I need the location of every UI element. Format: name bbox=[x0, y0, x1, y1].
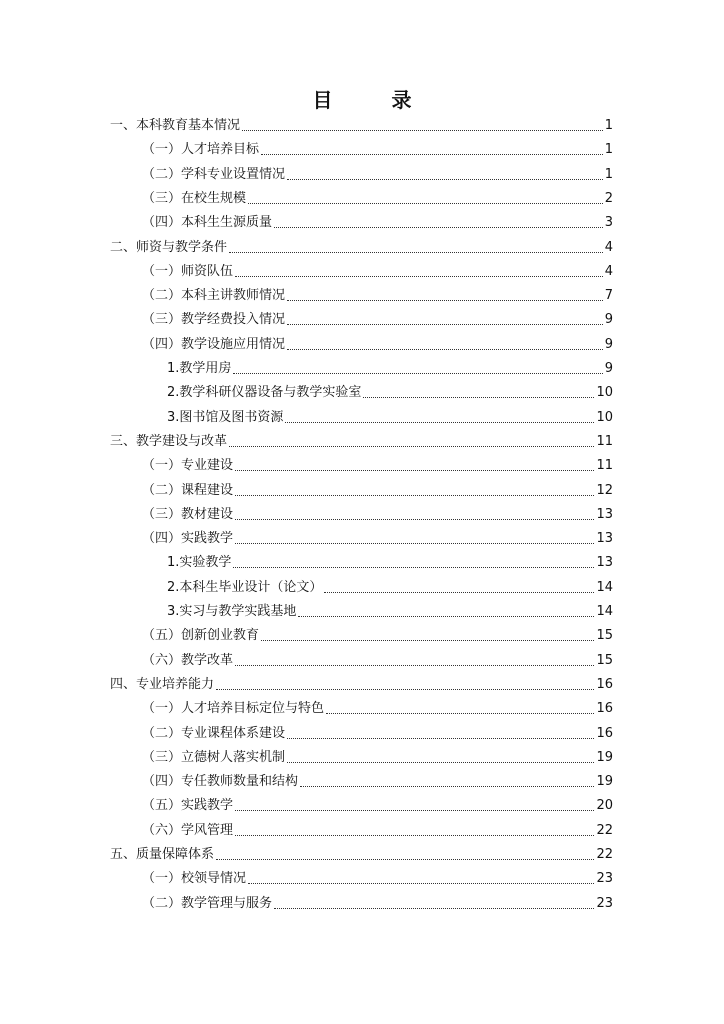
dot-leader bbox=[285, 422, 594, 423]
toc-entry-label: （三）在校生规模 bbox=[142, 190, 247, 206]
toc-entry-page-number: 13 bbox=[596, 555, 613, 571]
toc-entry[interactable] bbox=[142, 505, 613, 525]
toc-entry-label: 2.教学科研仪器设备与教学实验室 bbox=[167, 385, 362, 401]
toc-entry-label: 三、教学建设与改革 bbox=[110, 433, 228, 449]
dot-leader bbox=[298, 616, 594, 617]
dot-leader bbox=[242, 130, 603, 131]
toc-entry-label: 1.实验教学 bbox=[167, 555, 232, 571]
dot-leader bbox=[216, 689, 594, 690]
toc-entry-page-number: 1 bbox=[604, 118, 613, 133]
dot-leader bbox=[235, 519, 594, 520]
toc-entry-label: （六）学风管理 bbox=[142, 822, 234, 838]
toc-entry[interactable] bbox=[142, 481, 613, 501]
toc-entry[interactable] bbox=[167, 408, 613, 428]
toc-entry-label: （四）实践教学 bbox=[142, 531, 234, 547]
toc-entry-page-number: 13 bbox=[596, 506, 613, 522]
toc-entry-label: （二）教学管理与服务 bbox=[142, 895, 273, 911]
toc-entry-page-number: 15 bbox=[596, 628, 613, 644]
dot-leader bbox=[229, 252, 603, 253]
toc-entry[interactable] bbox=[142, 189, 613, 209]
toc-entry-page-number: 4 bbox=[604, 239, 613, 255]
dot-leader bbox=[235, 665, 594, 666]
toc-entry[interactable] bbox=[110, 432, 613, 452]
dot-leader bbox=[235, 835, 594, 836]
dot-leader bbox=[274, 908, 594, 909]
toc-entry-page-number: 11 bbox=[596, 458, 613, 474]
toc-entry[interactable] bbox=[167, 359, 613, 379]
toc-entry[interactable] bbox=[142, 651, 613, 671]
toc-entry-label: （三）教学经费投入情况 bbox=[142, 312, 286, 328]
dot-leader bbox=[216, 859, 594, 860]
toc-entry-page-number: 10 bbox=[596, 385, 613, 401]
toc-entry-page-number: 2 bbox=[604, 190, 613, 206]
dot-leader bbox=[287, 324, 603, 325]
toc-entry[interactable] bbox=[167, 578, 613, 598]
toc-entry-page-number: 13 bbox=[596, 531, 613, 547]
toc-entry-label: （一）人才培养目标 bbox=[142, 142, 260, 158]
toc-entry[interactable] bbox=[142, 456, 613, 476]
toc-entry-page-number: 20 bbox=[596, 798, 613, 814]
toc-entry[interactable] bbox=[142, 796, 613, 816]
toc-entry-label: 3.图书馆及图书资源 bbox=[167, 409, 284, 425]
toc-entry-label: （一）专业建设 bbox=[142, 458, 234, 474]
toc-entry-page-number: 9 bbox=[604, 336, 613, 352]
dot-leader bbox=[274, 227, 603, 228]
toc-entry-label: 3.实习与教学实践基地 bbox=[167, 604, 297, 619]
toc-entry-page-number: 7 bbox=[604, 288, 613, 304]
toc-entry-label: （二）课程建设 bbox=[142, 482, 234, 498]
toc-entry-label: 1.教学用房 bbox=[167, 361, 232, 376]
toc-entry-label: （五）创新创业教育 bbox=[142, 628, 260, 644]
toc-entry-label: （三）立德树人落实机制 bbox=[142, 749, 286, 765]
toc-entry-label: （一）校领导情况 bbox=[142, 871, 247, 887]
toc-entry[interactable] bbox=[142, 724, 613, 744]
toc-entry-page-number: 22 bbox=[596, 847, 613, 862]
toc-entry-page-number: 9 bbox=[604, 312, 613, 328]
toc-entry[interactable] bbox=[142, 310, 613, 330]
toc-entry-page-number: 14 bbox=[596, 579, 613, 595]
toc-title: 目 录 bbox=[312, 88, 438, 112]
toc-entry-page-number: 1 bbox=[604, 166, 613, 182]
dot-leader bbox=[261, 640, 594, 641]
toc-entry[interactable] bbox=[142, 213, 613, 233]
toc-entry-label: （五）实践教学 bbox=[142, 798, 234, 814]
dot-leader bbox=[235, 470, 594, 471]
toc-entry-label: （二）学科专业设置情况 bbox=[142, 166, 286, 182]
toc-entry-page-number: 19 bbox=[596, 774, 613, 790]
toc-entry-label: （四）本科生生源质量 bbox=[142, 215, 273, 231]
toc-entry-label: 二、师资与教学条件 bbox=[110, 239, 228, 255]
dot-leader bbox=[235, 276, 603, 277]
toc-entry-page-number: 15 bbox=[596, 652, 613, 668]
toc-entry[interactable] bbox=[167, 383, 613, 403]
toc-entry[interactable] bbox=[142, 821, 613, 841]
toc-entry[interactable] bbox=[142, 165, 613, 185]
dot-leader bbox=[287, 762, 594, 763]
toc-entry[interactable] bbox=[110, 675, 613, 695]
toc-entry[interactable] bbox=[142, 529, 613, 549]
toc-entry[interactable] bbox=[142, 262, 613, 282]
dot-leader bbox=[235, 495, 594, 496]
toc-entry-page-number: 14 bbox=[596, 604, 613, 619]
dot-leader bbox=[261, 154, 603, 155]
toc-entry[interactable] bbox=[142, 286, 613, 306]
toc-entry-page-number: 1 bbox=[604, 142, 613, 158]
dot-leader bbox=[248, 203, 603, 204]
toc-entry-page-number: 4 bbox=[604, 263, 613, 279]
dot-leader bbox=[248, 883, 594, 884]
toc-entry-page-number: 16 bbox=[596, 701, 613, 717]
toc-entry-label: （一）师资队伍 bbox=[142, 263, 234, 279]
toc-entry[interactable] bbox=[110, 238, 613, 258]
toc-entry[interactable] bbox=[142, 140, 613, 160]
toc-entry[interactable] bbox=[142, 772, 613, 792]
toc-entry[interactable] bbox=[142, 626, 613, 646]
toc-entry[interactable] bbox=[110, 845, 613, 865]
toc-entry-page-number: 12 bbox=[596, 482, 613, 498]
toc-entry[interactable] bbox=[142, 335, 613, 355]
dot-leader bbox=[235, 810, 594, 811]
dot-leader bbox=[326, 713, 594, 714]
toc-entry-page-number: 23 bbox=[596, 871, 613, 887]
toc-entry-page-number: 16 bbox=[596, 676, 613, 692]
toc-entry-label: 2.本科生毕业设计（论文） bbox=[167, 579, 323, 595]
toc-entry-label: （二）本科主讲教师情况 bbox=[142, 288, 286, 304]
toc-entry-page-number: 3 bbox=[604, 215, 613, 231]
toc-entry[interactable] bbox=[167, 553, 613, 573]
toc-entry-page-number: 23 bbox=[596, 895, 613, 911]
dot-leader bbox=[287, 738, 594, 739]
toc-entry-label: （三）教材建设 bbox=[142, 506, 234, 522]
dot-leader bbox=[287, 349, 603, 350]
toc-entry-page-number: 16 bbox=[596, 725, 613, 741]
toc-entry-label: （二）专业课程体系建设 bbox=[142, 725, 286, 741]
toc-entry-label: 四、专业培养能力 bbox=[110, 676, 215, 692]
toc-entry-page-number: 10 bbox=[596, 409, 613, 425]
toc-entry[interactable] bbox=[142, 699, 613, 719]
toc-entry-label: （六）教学改革 bbox=[142, 652, 234, 668]
dot-leader bbox=[233, 373, 602, 374]
dot-leader bbox=[300, 786, 594, 787]
dot-leader bbox=[287, 179, 603, 180]
toc-entry[interactable] bbox=[167, 602, 613, 622]
toc-entry-label: （四）教学设施应用情况 bbox=[142, 336, 286, 352]
dot-leader bbox=[233, 567, 594, 568]
toc-entry[interactable] bbox=[142, 869, 613, 889]
toc-entry-page-number: 11 bbox=[596, 433, 613, 449]
toc-entry-label: 五、质量保障体系 bbox=[110, 847, 215, 862]
toc-entry-page-number: 19 bbox=[596, 749, 613, 765]
dot-leader bbox=[229, 446, 594, 447]
toc-entry-label: （四）专任教师数量和结构 bbox=[142, 774, 299, 790]
dot-leader bbox=[324, 592, 594, 593]
toc-entry[interactable] bbox=[110, 116, 613, 136]
dot-leader bbox=[287, 300, 603, 301]
dot-leader bbox=[363, 397, 594, 398]
toc-entry[interactable] bbox=[142, 894, 613, 914]
toc-entry-label: （一）人才培养目标定位与特色 bbox=[142, 701, 325, 717]
dot-leader bbox=[235, 543, 594, 544]
toc-entry-page-number: 9 bbox=[604, 361, 613, 376]
toc-entry[interactable] bbox=[142, 748, 613, 768]
toc-entry-label: 一、本科教育基本情况 bbox=[110, 118, 241, 133]
toc-entry-page-number: 22 bbox=[596, 822, 613, 838]
